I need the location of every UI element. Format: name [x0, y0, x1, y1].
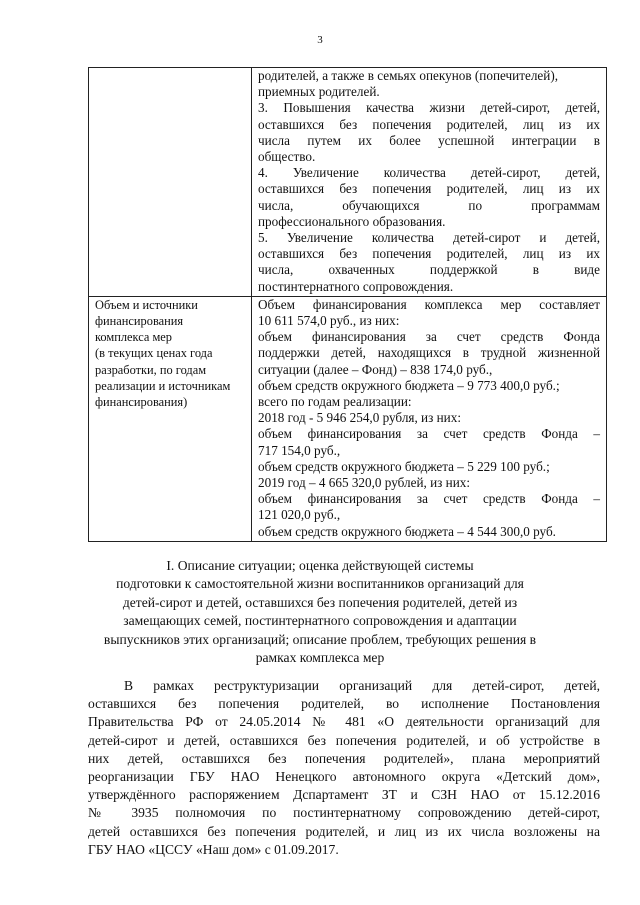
body-paragraph [88, 677, 600, 859]
cell-line: приемных родителей. [258, 84, 380, 100]
cell-line: оставшихся без попечения родителей, лиц из их [258, 246, 600, 262]
cell-line: 5. Увеличение количества детей-сирот и детей, [258, 230, 600, 246]
cell-line: 2019 год – 4 665 320,0 рублей, из них: [258, 475, 471, 491]
label-line: разработки, по годам [95, 362, 207, 377]
label-line: реализации и источникам [95, 378, 231, 393]
cell-line: 4. Увеличение количества детей-сирот, детей, [258, 165, 600, 181]
cell-line: постинтернатного сопровождения. [258, 278, 454, 294]
label-line: финансирования [95, 314, 184, 329]
paragraph-line: них детей, оставшихся без попечения родителей», плана мероприятий [88, 750, 600, 766]
paragraph-line: оставшихся без попечения родителей, во исполнение Постановления [88, 696, 600, 712]
paragraph-line: детей-сирот и детей, оставшихся без попечения родителей, и об устройстве в [88, 732, 600, 748]
cell-line: объем финансирования за счет средств Фонда – [258, 426, 600, 442]
table-cell-value [252, 296, 607, 541]
cell-line: родителей, а также в семьях опекунов (попечителей), [258, 68, 559, 83]
cell-line: числа путем их более успешной интеграции в [258, 132, 600, 148]
cell-line: всего по годам реализации: [258, 394, 412, 410]
paragraph-line: реорганизации ГБУ НАО Ненецкого автономного округа «Детский дом», [88, 769, 600, 785]
label-line: комплекса мер [95, 330, 172, 345]
passport-table [88, 67, 607, 542]
section-heading [70, 557, 570, 667]
paragraph-line: Правительства РФ от 24.05.2014 № 481 «О деятельности организаций для [88, 714, 600, 730]
cell-line: 121 020,0 руб., [258, 507, 341, 523]
cell-line: 717 154,0 руб., [258, 442, 341, 458]
cell-line: оставшихся без попечения родителей, лиц из их [258, 116, 600, 132]
paragraph-line: детей оставшихся без попечения родителей, и лиц из их числа возложены на [88, 823, 600, 839]
cell-line: объем средств окружного бюджета – 9 773 400,0 руб.; [258, 377, 560, 393]
cell-line: числа, охваченных поддержкой в виде [258, 262, 600, 278]
table-row [89, 296, 607, 541]
cell-line: объем средств окружного бюджета – 4 544 300,0 руб. [258, 523, 556, 539]
label-line: финансирования) [95, 395, 188, 410]
cell-line: объем финансирования за счет средств Фонда [258, 329, 600, 345]
cell-line: профессионального образования. [258, 213, 446, 229]
heading-line: замещающих семей, постинтернатного сопровождения и адаптации [123, 613, 517, 629]
paragraph-line: № 3935 полномочия по постинтернатному сопровождению детей-сирот, [88, 805, 600, 821]
cell-line: объем финансирования за счет средств Фонда – [258, 491, 600, 507]
cell-line: 10 611 574,0 руб., из них: [258, 313, 400, 329]
cell-line: общество. [258, 149, 316, 165]
cell-line: 3. Повышения качества жизни детей-сирот, детей, [258, 100, 600, 116]
paragraph-line: ГБУ НАО «ЦССУ «Наш дом» с 01.09.2017. [88, 841, 339, 857]
cell-line: 2018 год - 5 946 254,0 рубля, из них: [258, 410, 461, 426]
cell-line: оставшихся без попечения родителей, лиц из их [258, 181, 600, 197]
heading-line: выпускников этих организаций; описание проблем, требующих решения в [103, 631, 537, 647]
label-line: (в текущих ценах года [95, 346, 213, 361]
table-cell-value [252, 68, 607, 297]
table-row [89, 68, 607, 297]
table-cell-label [89, 296, 252, 541]
heading-line: рамках комплекса мер [255, 650, 385, 666]
cell-line: числа, обучающихся по программам [258, 197, 600, 213]
heading-line: подготовки к самостоятельной жизни воспитанников организаций для [116, 576, 524, 592]
page-number: 3 [317, 34, 323, 46]
cell-line: объем средств окружного бюджета – 5 229 100 руб.; [258, 458, 550, 474]
heading-line: детей-сирот и детей, оставшихся без попечения родителей, детей из [122, 594, 518, 610]
heading-line: I. Описание ситуации; оценка действующей системы [166, 558, 474, 573]
cell-line: ситуации (далее – Фонд) – 838 174,0 руб., [258, 361, 493, 377]
paragraph-line: утверждённого распоряжением Дспартамент ЗТ и СЗН НАО от 15.12.2016 [88, 787, 600, 803]
cell-line: Объем финансирования комплекса мер составляет [258, 296, 600, 312]
label-line: Объем и источники [95, 297, 198, 312]
paragraph-line: В рамках реструктуризации организаций для детей-сирот, детей, [124, 678, 600, 693]
table-cell-label [89, 68, 252, 297]
cell-line: поддержки детей, находящихся в трудной жизненной [258, 345, 600, 361]
